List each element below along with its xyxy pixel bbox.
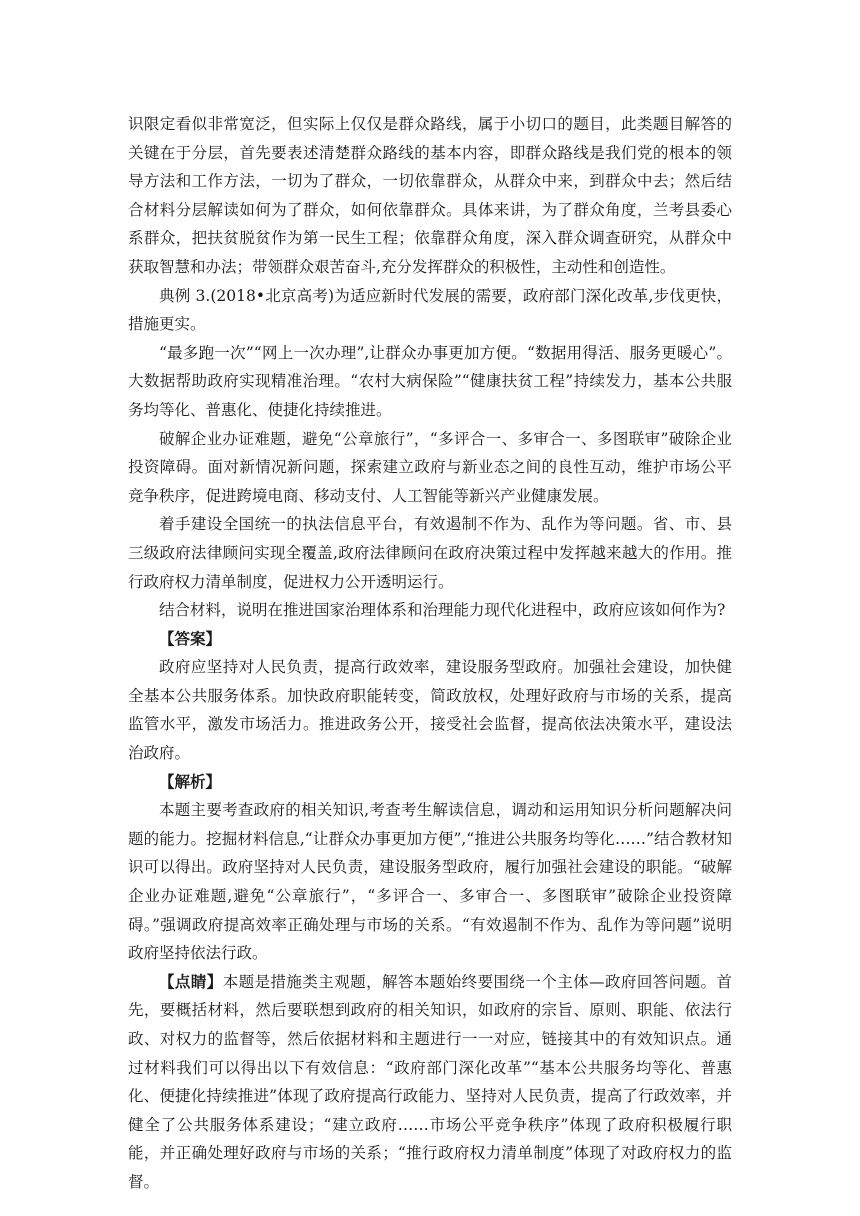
tip-text: 本题是措施类主观题，解答本题始终要围绕一个主体—政府回答问题。首先，要概括材料，然后要联想到政府的相关知识，如政府的宗旨、原则、职能、依法行政、对权力的监督等，然后依据材料和主题进行一一对应，链接其中的有效知识点。通过材料我们可以得出以下有效信息：“政府部门深化改革”“基本公共服务均等化、普惠化、便捷化持续推进”体现了政府提高行政能力、坚持对人民负责，提高了行政效率，并健全了公共服务体系建设；“建立政府……市场公平竞争秩序”体现了政府积极履行职能，并正确处理好政府与市场的关系；“推行政府权力清单制度”体现了对政府权力的监督。	[128, 972, 732, 1191]
paragraph-answer: 政府应坚持对人民负责，提高行政效率，建设服务型政府。加强社会建设，加快健全基本公共服务体系。加快政府职能转变，简政放权，处理好政府与市场的关系，提高监管水平，激发市场活力。推进政务公开，接受社会监督，提高依法决策水平，建设法治政府。	[128, 658, 732, 763]
tip-label: 【点睛】	[159, 971, 223, 991]
document-body	[128, 110, 732, 1197]
paragraph-material-2: 破解企业办证难题，避免“公章旅行”，“多评合一、多审合一、多图联审”破除企业投资障碍。面对新情况新问题，探索建立政府与新业态之间的良性互动，维护市场公平竞争秩序，促进跨境电商、移动支付、人工智能等新兴产业健康发展。	[128, 429, 732, 505]
analysis-label: 【解析】	[159, 771, 222, 791]
paragraph-material-1: “最多跑一次”“网上一次办理”,让群众办事更加方便。“数据用得活、服务更暖心”。大数据帮助政府实现精准治理。“农村大病保险”“健康扶贫工程”持续发力，基本公共服务均等化、普惠化、使捷化持续推进。	[128, 343, 732, 419]
answer-label: 【答案】	[159, 628, 222, 648]
paragraph-tip	[128, 968, 732, 1197]
paragraph-analysis: 本题主要考查政府的相关知识,考查考生解读信息，调动和运用知识分析问题解决问题的能力。挖掘材料信息,“让群众办事更加方便”,“推进公共服务均等化……”结合教材知识可以得出。政府坚持对人民负责，建设服务型政府，履行加强社会建设的职能。“破解企业办证难题,避免“公章旅行”，“多评合一、多审合一、多图联审”破除企业投资障碍。”强调政府提高效率正确处理与市场的关系。“有效遏制不作为、乱作为等问题”说明政府坚持依法行政。	[128, 801, 732, 963]
paragraph-continued-analysis: 识限定看似非常宽泛，但实际上仅仅是群众路线，属于小切口的题目，此类题目解答的关键在于分层，首先要表述清楚群众路线的基本内容，即群众路线是我们党的根本的领导方法和工作方法，一切为了群众，一切依靠群众，从群众中来，到群众中去；然后结合材料分层解读如何为了群众，如何依靠群众。具体来讲，为了群众角度，兰考县委心系群众，把扶贫脱贫作为第一民生工程；依靠群众角度，深入群众调查研究，从群众中获取智慧和办法；带领群众艰苦奋斗,充分发挥群众的积极性，主动性和创造性。	[128, 115, 732, 276]
paragraph-material-3: 着手建设全国统一的执法信息平台，有效遏制不作为、乱作为等问题。省、市、县三级政府法律顾问实现全覆盖,政府法律顾问在政府决策过程中发挥越来越大的作用。推行政府权力清单制度，促进权力公开透明运行。	[128, 515, 732, 591]
paragraph-question-prompt: 结合材料，说明在推进国家治理体系和治理能力现代化进程中，政府应该如何作为?	[159, 601, 726, 620]
paragraph-example-question: 典例 3.(2018•北京高考)为适应新时代发展的需要，政府部门深化改革,步伐更快，措施更实。	[128, 286, 732, 334]
